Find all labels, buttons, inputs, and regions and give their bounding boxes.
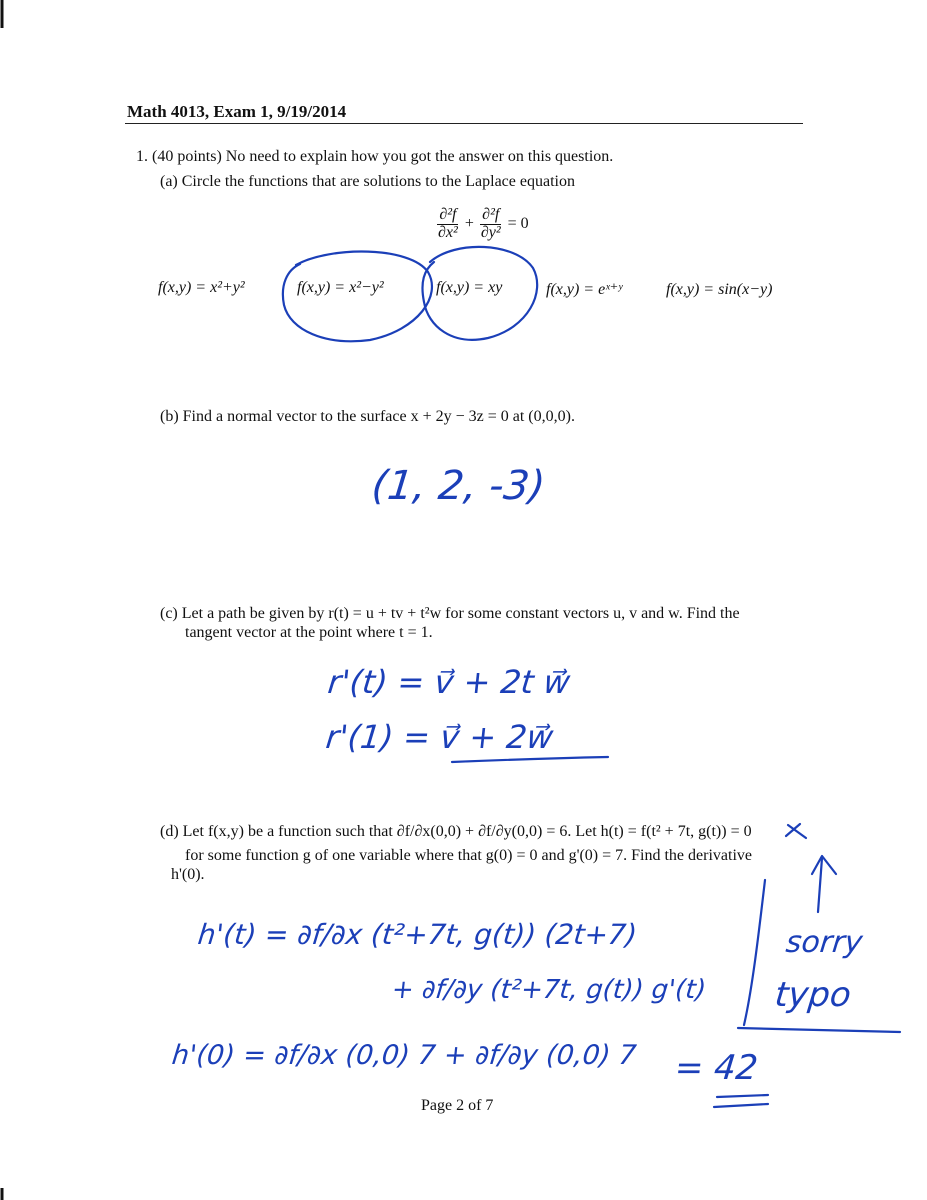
function-option-1: f(x,y) = x²+y² <box>158 279 245 296</box>
final-answer-underline-2 <box>714 1104 768 1107</box>
part-c-underline <box>452 757 608 762</box>
term2-numerator: ∂²f <box>482 206 500 223</box>
part-d-answer-line3: h'(0) = ∂f/∂x (0,0) 7 + ∂f/∂y (0,0) 7 <box>170 1040 638 1071</box>
part-b-handwritten-answer: (1, 2, -3) <box>369 463 548 509</box>
function-option-2: f(x,y) = x²−y² <box>297 279 384 296</box>
page-footer: Page 2 of 7 <box>421 1097 494 1114</box>
side-note-sorry: sorry <box>784 925 865 960</box>
side-note-typo: typo <box>772 975 853 1015</box>
part-d-answer-line2: + ∂f/∂y (t²+7t, g(t)) g'(t) <box>390 975 708 1005</box>
part-c-label-line1: (c) Let a path be given by r(t) = u + tv + t²w for some constant vectors u, v and w. Find the <box>160 605 740 622</box>
part-d-label-line2: for some function g of one variable where that g(0) = 0 and g'(0) = 7. Find the derivative <box>185 847 752 864</box>
function-option-4: f(x,y) = eˣ⁺ʸ <box>546 281 623 298</box>
circle-around-x2-minus-y2 <box>283 252 432 342</box>
part-a-label: (a) Circle the functions that are solutions to the Laplace equation <box>160 173 575 190</box>
question-1-intro: 1. (40 points) No need to explain how you got the answer on this question. <box>136 148 614 165</box>
function-option-5: f(x,y) = sin(x−y) <box>666 281 773 298</box>
term1-denominator: ∂x² <box>438 223 458 241</box>
function-option-3: f(x,y) = xy <box>436 279 503 296</box>
term1-numerator: ∂²f <box>439 206 457 223</box>
term2-denominator: ∂y² <box>480 223 501 241</box>
part-d-answer-line1: h'(t) = ∂f/∂x (t²+7t, g(t)) (2t+7) <box>196 918 639 951</box>
final-answer-underline-1 <box>717 1095 768 1097</box>
part-c-label-line2: tangent vector at the point where t = 1. <box>185 624 433 641</box>
part-d-final-answer: = 42 <box>672 1048 760 1088</box>
part-c-answer-line1: r'(t) = v⃗ + 2t w⃗ <box>326 663 572 701</box>
side-note-underline <box>738 1028 900 1032</box>
part-d-arrow-head <box>812 856 836 874</box>
side-note-slash <box>744 880 765 1025</box>
part-c-answer-line2: r'(1) = v⃗ + 2w⃗ <box>324 718 556 756</box>
exam-header-title: Math 4013, Exam 1, 9/19/2014 <box>127 102 347 121</box>
circle-around-xy <box>422 247 537 340</box>
laplace-rhs: = 0 <box>507 215 529 233</box>
part-d-label-line3: h'(0). <box>171 866 205 883</box>
part-b-label: (b) Find a normal vector to the surface x + 2y − 3z = 0 at (0,0,0). <box>160 408 575 425</box>
part-d-strike-zero <box>786 824 806 838</box>
part-d-arrow-shaft <box>818 858 822 912</box>
laplace-plus: + <box>464 215 474 233</box>
part-d-label-line1: (d) Let f(x,y) be a function such that ∂f/∂x(0,0) + ∂f/∂y(0,0) = 6. Let h(t) = f(t² + 7t, g(t)) = 0 <box>160 823 752 840</box>
